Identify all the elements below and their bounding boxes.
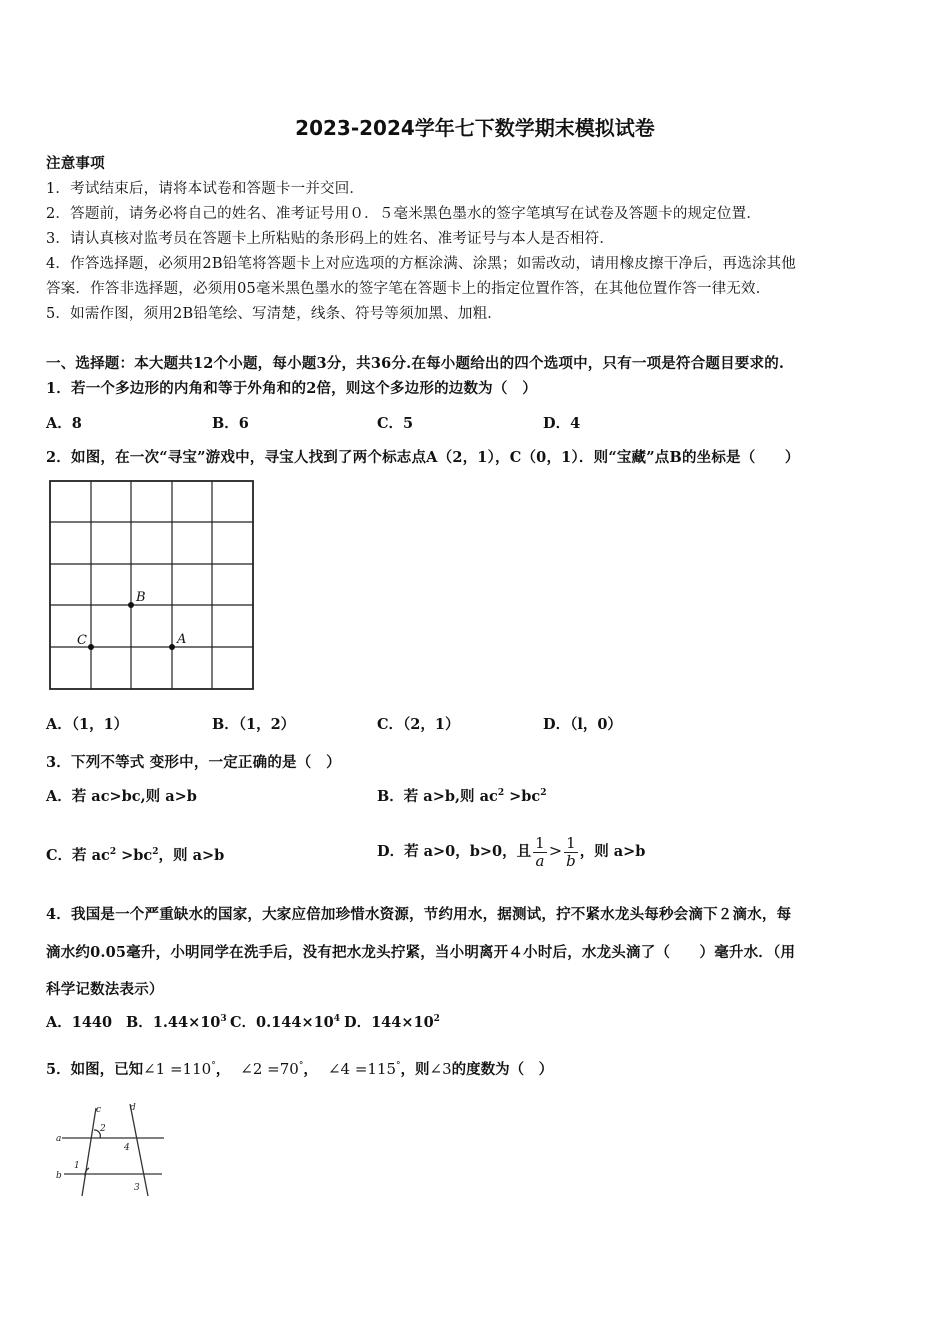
- q3-option-a: A．若 ac>bc,则 a>b: [46, 788, 197, 805]
- section-heading: 一、选择题：本大题共12个小题，每小题3分，共36分.在每小题给出的四个选项中，只有一项是符合题目要求的.: [46, 355, 785, 372]
- angle-1-value: ∠1 =110°: [143, 1060, 216, 1078]
- q5-lines-figure: [56, 1098, 168, 1198]
- notice-item-2: 2．答题前，请务必将自己的姓名、准考证号用０．５毫米黑色墨水的签字笔填写在试卷及答题卡的规定位置．: [46, 206, 762, 222]
- point-a: [169, 644, 175, 650]
- q2-option-c: C．（2，1）: [377, 716, 460, 733]
- q2-option-b: B．（1，2）: [212, 716, 296, 733]
- q1-option-a: A．8: [46, 415, 82, 432]
- label-b: B: [136, 590, 146, 605]
- fig-label-d: d: [130, 1103, 136, 1113]
- q4-option-d: D．$144\times 10^2$: [344, 1014, 440, 1031]
- q1-option-b: B．6: [212, 415, 249, 432]
- notice-item-5: 5．如需作图，须用2B铅笔绘、写清楚，线条、符号等须加黑、加粗．: [46, 306, 503, 322]
- q2-grid-figure: [48, 479, 256, 691]
- q1-option-c: C．5: [377, 415, 414, 432]
- q4-line-3: 科学记数法表示）: [46, 981, 164, 998]
- angle-4-value: ∠4 =115°: [327, 1060, 401, 1078]
- label-c: C: [77, 633, 87, 648]
- notice-item-1: 1．考试结束后，请将本试卷和答题卡一并交回．: [46, 181, 365, 197]
- page-title: 2023-2024学年七下数学期末模拟试卷: [295, 116, 655, 140]
- fig-label-1: 1: [74, 1161, 80, 1171]
- q3-option-d: D．若 a>0，b>0，且 $\frac{1}{a}$ > $\frac{1}{b}$ ，则 a>b: [377, 833, 646, 870]
- angle-2-value: ∠2 =70°: [240, 1060, 304, 1078]
- q4-option-a: A．1440: [46, 1014, 113, 1031]
- point-c: [88, 644, 94, 650]
- notice-heading: 注意事项: [46, 155, 105, 172]
- fig-label-2: 2: [100, 1124, 106, 1134]
- fig-label-3: 3: [134, 1183, 140, 1193]
- notice-item-4-cont: 答案．作答非选择题，必须用05毫米黑色墨水的签字笔在答题卡上的指定位置作答，在其他位置作答一律无效．: [46, 281, 771, 297]
- q4-option-b: B．$1.44\times 10^3$: [126, 1014, 227, 1031]
- point-b: [128, 602, 134, 608]
- q5-stem: 5．如图，已知∠1 =110°， ∠2 =70°， ∠4 =115°，则∠3的度数为（ ）: [46, 1060, 554, 1078]
- fraction-1-over-b: $\frac{1}{b}$: [566, 833, 576, 870]
- q4-line-2: 滴水约0.05毫升，小明同学在洗手后，没有把水龙头拧紧，当小明离开４小时后，水龙头滴了（ ）毫升水．（用: [46, 944, 796, 961]
- q4-line-1: 4．我国是一个严重缺水的国家，大家应倍加珍惜水资源，节约用水，据测试，拧不紧水龙头每秒会滴下２滴水，每: [46, 906, 792, 923]
- q3-option-c: C．若 $ac^2 >bc^2$，则 a>b: [46, 847, 225, 864]
- fig-label-c: c: [96, 1105, 102, 1115]
- notice-item-3: 3．请认真核对监考员在答题卡上所粘贴的条形码上的姓名、准考证号与本人是否相符．: [46, 231, 615, 247]
- fig-label-4: 4: [124, 1143, 130, 1153]
- q1-stem: 1．若一个多边形的内角和等于外角和的2倍，则这个多边形的边数为（ ）: [46, 380, 537, 397]
- q2-stem: 2．如图，在一次“寻宝”游戏中，寻宝人找到了两个标志点A（2，1），C（0，1）．则“宝藏”点B的坐标是（ ）: [46, 449, 800, 466]
- q2-option-a: A．（1，1）: [46, 716, 129, 733]
- q3-option-b: B．若 a>b,则 $ac^2 >bc^2$: [377, 788, 547, 805]
- q4-option-c: C．$0.144\times 10^4$: [230, 1014, 341, 1031]
- fraction-1-over-a: $\frac{1}{a}$: [535, 833, 545, 870]
- q3-stem: 3．下列不等式 变形中，一定正确的是（ ）: [46, 754, 341, 771]
- angle-3-symbol: ∠3: [429, 1060, 452, 1078]
- q1-option-d: D．4: [543, 415, 581, 432]
- fig-label-a: a: [56, 1134, 62, 1144]
- q2-option-d: D．（l，0）: [543, 716, 622, 733]
- fig-label-b: b: [56, 1171, 62, 1181]
- notice-item-4: 4．作答选择题，必须用2B铅笔将答题卡上对应选项的方框涂满、涂黑；如需改动，请用橡皮擦干净后，再选涂其他: [46, 256, 797, 272]
- label-a: A: [177, 632, 187, 647]
